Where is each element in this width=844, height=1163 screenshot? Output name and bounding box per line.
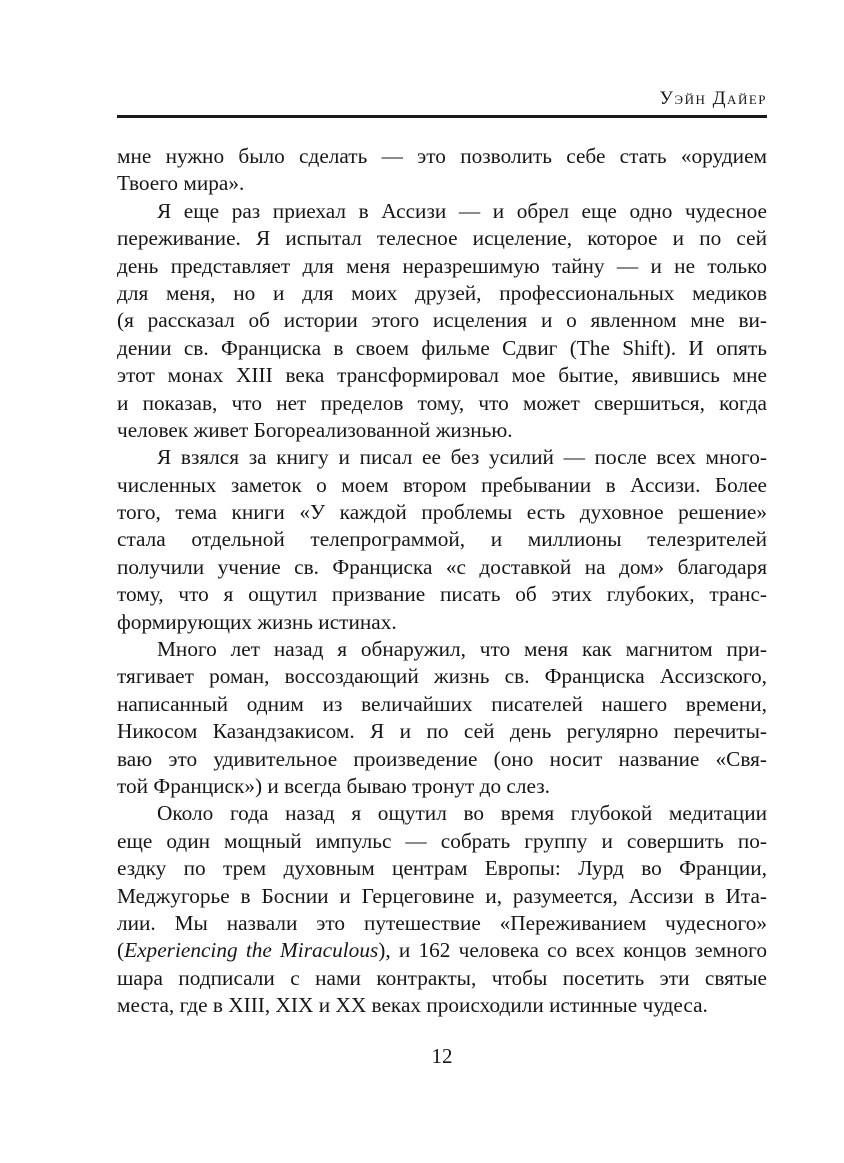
text-line: получили учение св. Франциска «с доставкой на дом» благодаря	[117, 554, 767, 579]
text-line: ездку по трем духовным центрам Европы: Лурд во Франции,	[117, 856, 767, 881]
text-line: Твоего мира».	[117, 171, 245, 196]
text-line: мне нужно было сделать — это позволить себе стать «орудием	[117, 144, 767, 168]
text-line: и показав, что нет пределов тому, что может свершиться, когда	[117, 390, 767, 415]
italic-book-title: Experiencing the Miraculous	[124, 938, 379, 963]
text-line: человек живет Богореализованной жизнью.	[117, 417, 513, 442]
open-paren: (	[117, 938, 125, 963]
text-line: Я еще раз приехал в Ассизи — и обрел еще одно чудесное	[157, 198, 767, 223]
paragraph-3	[117, 444, 767, 636]
page-number: 12	[431, 1044, 453, 1068]
text-line: тягивает роман, воссоздающий жизнь св. Франциска Ассизского,	[117, 664, 767, 689]
text-line: того, тема книги «У каждой проблемы есть духовное решение»	[117, 500, 767, 525]
text-line: ваю это удивительное произведение (оно носит название «Свя-	[117, 746, 767, 771]
running-header: Уэйн Дайер	[659, 88, 767, 109]
text-line: Я взялся за книгу и писал ее без усилий — после всех много-	[157, 445, 767, 470]
text-line: лии. Мы назвали это путешествие «Переживанием чудесного»	[117, 910, 767, 935]
text-line: написанный одним из величайших писателей нашего времени,	[117, 691, 767, 716]
text-line: Много лет назад я обнаружил, что меня как магнитом при-	[157, 637, 767, 662]
paragraph-2	[117, 198, 767, 445]
text-line: Около года назад я ощутил во время глубокой медитации	[157, 801, 767, 826]
text-line: для меня, но и для моих друзей, профессиональных медиков	[117, 280, 767, 305]
text-line: шара подписали с нами контракты, чтобы посетить эти святые	[117, 965, 767, 990]
text-line: (я рассказал об истории этого исцеления и о явленном мне ви-	[117, 308, 767, 333]
text-line: еще один мощный импульс — собрать группу и совершить по-	[117, 828, 767, 853]
text-line: численных заметок о моем втором пребывании в Ассизи. Более	[117, 472, 767, 497]
text-line: Никосом Казандзакисом. Я и по сей день регулярно перечиты-	[117, 719, 767, 744]
text-line: дении св. Франциска в своем фильме Сдвиг (The Shift). И опять	[117, 335, 767, 360]
paragraph-1	[117, 143, 767, 198]
text-line: той Франциск») и всегда бываю тронут до слез.	[117, 773, 550, 798]
text-line: стала отдельной телепрограммой, и миллионы телезрителей	[117, 527, 767, 552]
text-line: день представляет для меня неразрешимую тайну — и не только	[117, 253, 767, 278]
text-line-with-italic-title	[117, 937, 767, 964]
text-line: тому, что я ощутил призвание писать об этих глубоких, транс-	[117, 582, 767, 607]
text-line: этот монах XIII века трансформировал мое бытие, явившись мне	[117, 363, 767, 388]
header-rule	[117, 115, 767, 118]
paragraph-5	[117, 800, 767, 1019]
body-text	[117, 143, 767, 1020]
text-line: переживание. Я испытал телесное исцеление, которое и по сей	[117, 226, 767, 251]
text-line: Меджугорье в Боснии и Герцеговине и, разумеется, Ассизи в Ита-	[117, 883, 767, 908]
text-line: места, где в XIII, XIX и XX веках происходили истинные чудеса.	[117, 993, 708, 1018]
paragraph-4	[117, 636, 767, 800]
text-line: формирующих жизнь истинах.	[117, 609, 397, 634]
line-rest: ), и 162 человека со всех концов земного	[378, 938, 767, 963]
